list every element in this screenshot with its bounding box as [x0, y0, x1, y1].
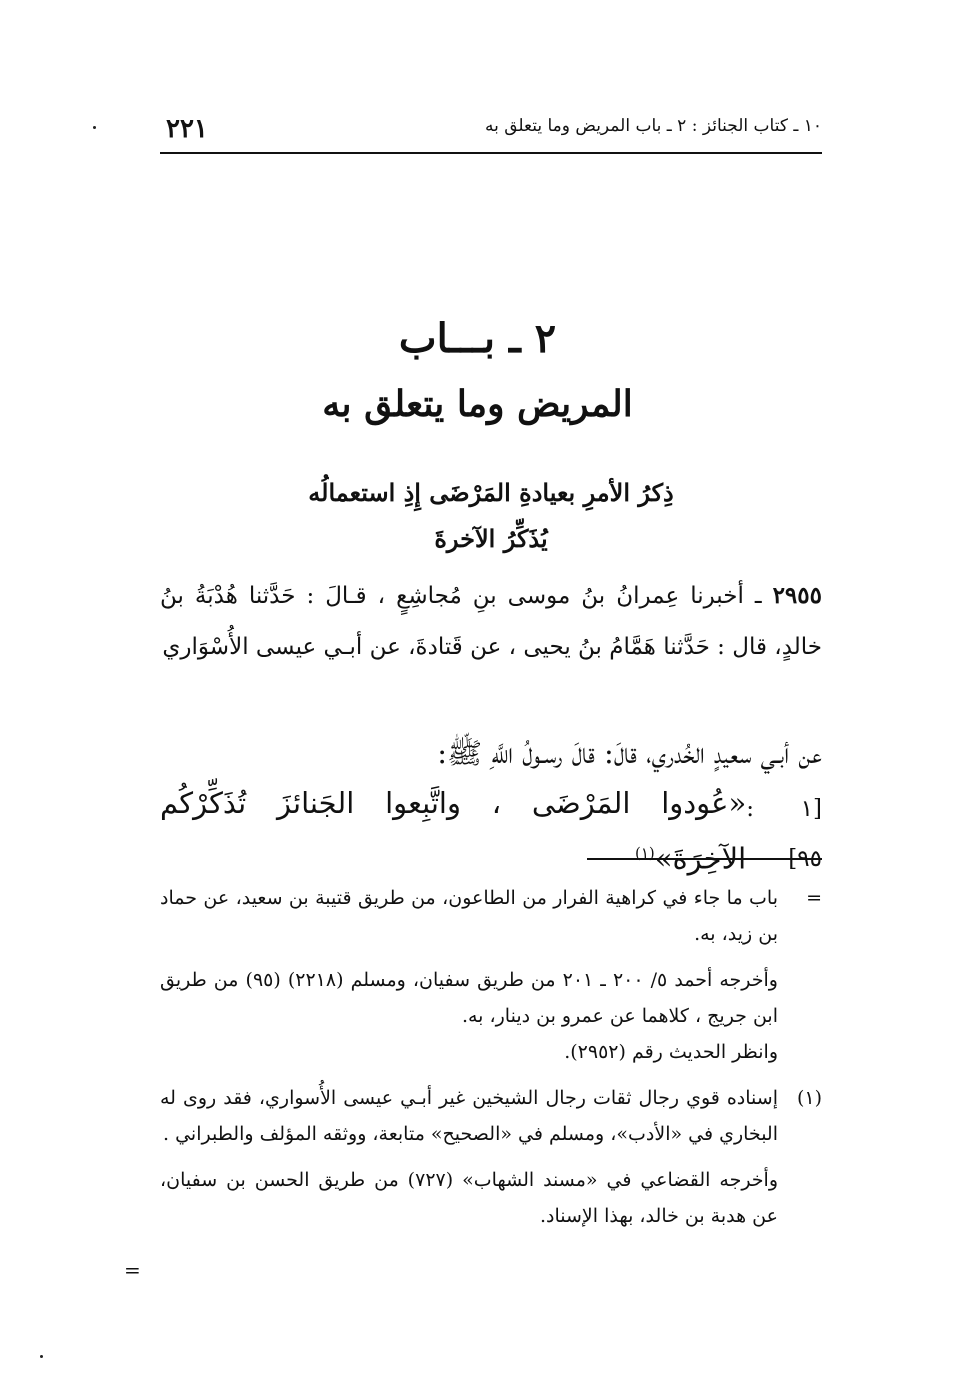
matn-quote-text: «عُودوا المَرْضَى ، واتَّبِعوا الجَنائزَ تُذَكِّرْكُم الآخِرَةَ»	[160, 786, 747, 876]
footnote-paragraph: وانظر الحديث رقم (٢٩٥٢).	[564, 1041, 778, 1063]
footnote-marker: (١)	[796, 1087, 822, 1109]
footnote-1-continued	[160, 1162, 822, 1234]
matn-line	[160, 778, 822, 884]
section-heading-line: يُذَكِّرُ الآخرةَ	[434, 524, 548, 553]
chapter-title: المريض وما يتعلق به	[322, 383, 633, 425]
hadith-matn	[160, 728, 822, 884]
isnad-text: ـ أخبرنا عِمرانُ بنُ موسى بنِ مُجاشِعٍ ، قـالَ : حَدَّثنا هُدْبَةُ بنُ خالدٍ، قال : حَدَّثنا هَمَّامُ بنُ يحيى ، عن قَتادةَ، عن أبـي عيسى الأُسْوَاري	[160, 583, 822, 660]
running-title: ١٠ ـ كتاب الجنائز : ٢ ـ باب المريض وما يتعلق به	[484, 116, 822, 136]
header-rule	[160, 152, 822, 154]
hadith-isnad	[160, 570, 822, 673]
continues-mark: =	[124, 1258, 141, 1282]
hadith-number: ٢٩٥٥	[772, 582, 822, 609]
scan-speck	[40, 1355, 43, 1358]
hadith-grading: [١ : ٩٥]	[746, 796, 822, 872]
scan-speck	[93, 126, 96, 129]
section-heading-line: ذِكرُ الأمرِ بعيادةِ المَرْضَى إِذِ استعمالُه	[308, 478, 674, 507]
running-header	[160, 108, 822, 148]
footnote-paragraph: باب ما جاء في كراهية الفرار من الطاعون، من طريق قتيبة بن سعيد، عن حماد بن زيد، به.	[160, 887, 778, 945]
section-heading	[160, 470, 822, 562]
matn-quote	[160, 778, 746, 884]
footnote-continuation-2	[160, 962, 822, 1070]
page-number: ٢٢١	[166, 114, 208, 144]
footnote-reference: (١)	[634, 844, 655, 862]
footnote-paragraph: وأخرجه القضاعي في «مسند الشهاب» (٧٢٧) من طريق الحسن بن سفيان، عن هدبة بن خالد، بهذا الإسناد.	[160, 1169, 778, 1227]
footnote-rule	[587, 858, 822, 860]
matn-line: عن أبـي سعيدٍ الخُدري، قالَ: قالَ رسـولُ اللَّهِ ﷺ:	[437, 736, 822, 770]
footnote-marker: =	[806, 887, 822, 909]
footnote-1	[160, 1080, 822, 1152]
chapter-number: ٢ ـ بـــاب	[398, 315, 557, 362]
footnote-continuation	[160, 880, 822, 952]
footnote-paragraph: وأخرجه أحمد ٥/ ٢٠٠ ـ ٢٠١ من طريق سفيان، ومسلم (٢٢١٨) (٩٥) من طريق ابن جريج ، كلاهما عن عمرو بن دينار، به.	[160, 969, 778, 1027]
footnote-paragraph: إسناده قوي رجال ثقات رجال الشيخين غير أبـي عيسى الأُسواري، فقد روى له البخاري في «الأدب»، ومسلم في «الصحيح» متابعة، ووثقه المؤلف والطبراني .	[160, 1087, 778, 1145]
footnotes	[160, 880, 822, 1244]
